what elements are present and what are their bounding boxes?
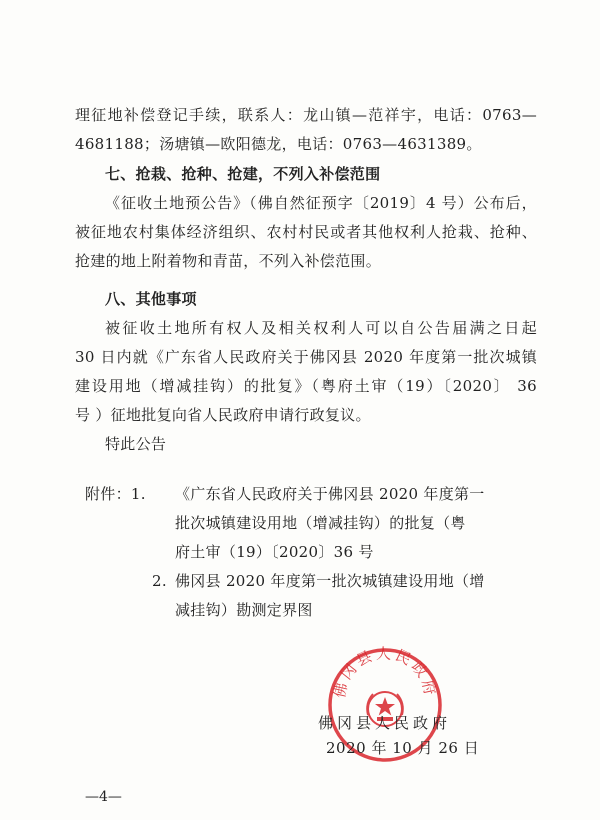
paragraph-line: 被征收土地所有权人及相关权利人可以自公告届满之日起 (105, 319, 537, 337)
paragraph-line: 《征收土地预公告》（佛自然征预字〔2019〕4 号）公布后， (105, 194, 537, 212)
closing-text: 特此公告 (105, 435, 167, 453)
paragraph-line: 30 日内就《广东省人民政府关于佛冈县 2020 年度第一批次城镇 (75, 348, 537, 366)
attachment-2-number: 2. (152, 572, 167, 590)
paragraph-line: 被征地农村集体经济组织、农村村民或者其他权利人抢栽、抢种、 (75, 223, 537, 241)
page-number: —4— (85, 789, 122, 805)
paragraph-line: 抢建的地上附着物和青苗，不列入补偿范围。 (75, 252, 382, 270)
attachments-label: 附件：1. (85, 485, 146, 503)
attachment-2-line: 减挂钩）勘测定界图 (175, 601, 313, 619)
signature-date: 2020 年 10 月 26 日 (326, 739, 480, 757)
signature-org: 佛冈县人民政府 (318, 714, 452, 732)
paragraph-line: 理征地补偿登记手续，联系人：龙山镇—范祥宇，电话：0763— (75, 106, 537, 124)
section-7-heading: 七、抢栽、抢种、抢建，不列入补偿范围 (105, 165, 381, 183)
attachment-1-line: 府土审（19）〔2020〕36 号 (175, 543, 374, 561)
paragraph-line: 号 ）征地批复向省人民政府申请行政复议。 (75, 406, 371, 424)
attachment-1-line: 《广东省人民政府关于佛冈县 2020 年度第一 (175, 485, 485, 503)
attachment-2-line: 佛冈县 2020 年度第一批次城镇建设用地（增 (175, 572, 485, 590)
paragraph-line: 4681188；汤塘镇—欧阳德龙，电话：0763—4631389。 (75, 135, 482, 153)
section-8-heading: 八、其他事项 (105, 290, 197, 308)
seal-text: 佛冈县人民政府 (330, 645, 440, 700)
paragraph-line: 建设用地（增减挂钩）的批复》（粤府土审（19）〔2020〕 36 (75, 377, 537, 395)
attachment-1-line: 批次城镇建设用地（增减挂钩）的批复（粤 (175, 514, 466, 532)
